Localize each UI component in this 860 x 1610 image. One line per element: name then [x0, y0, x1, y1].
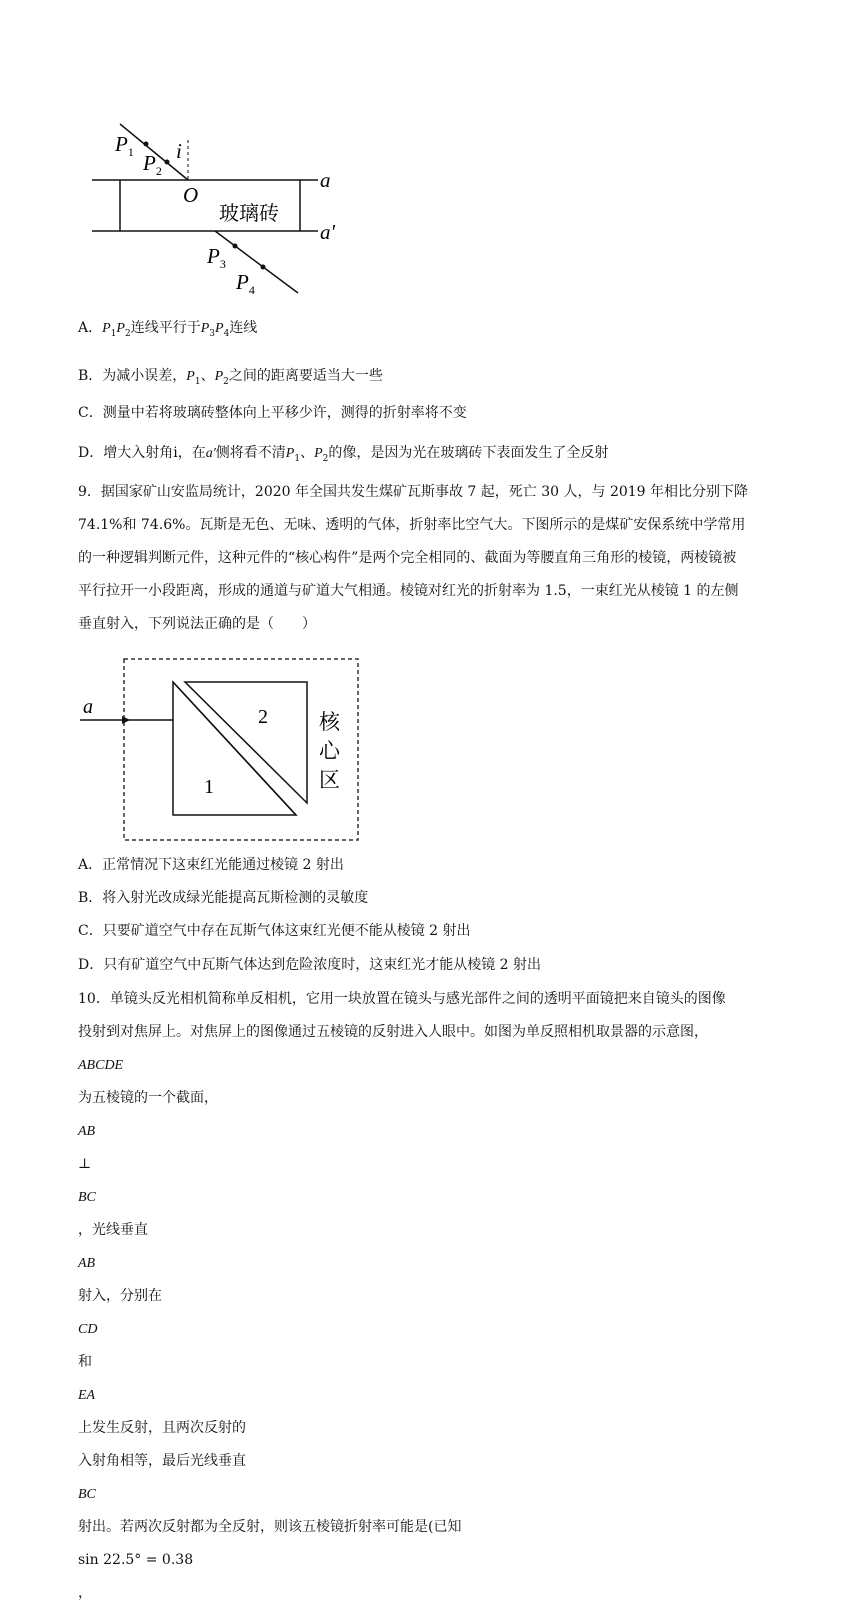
label-a-prime: a′ [320, 220, 336, 244]
q10-line-4: 入射角相等，最后光线垂直 BC 射出。若两次反射都为全反射，则该五棱镜折射率可能是(已知 sin 22.5° = 0.38 ， [78, 1453, 462, 1601]
label-p3: $P_3$ [207, 244, 226, 271]
q9-line: 74.1%和 74.6%。瓦斯是无色、无味、透明的气体，折射率比空气大。下图所示的是煤矿安保系统中学常用 [78, 517, 746, 533]
q9-line: 垂直射入，下列说法正确的是（ ） [78, 616, 316, 632]
q10-stem [78, 983, 788, 1610]
label-glass: 玻璃砖 [219, 201, 279, 225]
pin-p1 [144, 142, 149, 147]
q10-line-1: 10．单镜头反光相机简称单反相机，它用一块放置在镜头与感光部件之间的透明平面镜把来自镜头的图像 [78, 991, 726, 1007]
q9-option-d: D．只有矿道空气中瓦斯气体达到危险浓度时，这束红光才能从棱镜 2 射出 [78, 957, 542, 973]
label-core-1: 核 [319, 710, 340, 734]
label-a: a [320, 168, 331, 192]
q10-line-2: 投射到对焦屏上。对焦屏上的图像通过五棱镜的反射进入人眼中。如图为单反照相机取景器的示意图， [78, 1024, 708, 1040]
q8-option-a: A．$P_1P_2$连线平行于$P_3P_4$连线 [78, 320, 258, 339]
arrow-head-icon [122, 716, 130, 724]
label-a: a [83, 696, 93, 718]
q9-line: 的一种逻辑判断元件，这种元件的“核心构件”是两个完全相同的、截面为等腰直角三角形的棱镜，两棱镜被 [78, 550, 737, 566]
q9-line: 9．据国家矿山安监局统计，2020 年全国共发生煤矿瓦斯事故 7 起，死亡 30 人，与 2019 年相比分别下降 [78, 484, 749, 500]
q9-stem [78, 476, 788, 641]
q8-option-b: B．为减小误差，$P_1$、$P_2$之间的距离要适当大一些 [78, 368, 383, 387]
q8-option-d: D．增大入射角i，在a′侧将看不清$P_1$、$P_2$的像，是因为光在玻璃砖下表面发生了全反射 [78, 445, 609, 464]
label-p2: $P_2$ [143, 151, 162, 178]
label-core-2: 心 [319, 739, 340, 763]
q9-option-c: C．只要矿道空气中存在瓦斯气体这束红光便不能从棱镜 2 射出 [78, 923, 471, 939]
pin-p3 [233, 244, 238, 249]
q9-line: 平行拉开一小段距离，形成的通道与矿道大气相通。棱镜对红光的折射率为 1.5，一束红光从棱镜 1 的左侧 [78, 583, 739, 599]
q9-option-a: A．正常情况下这束红光能通过棱镜 2 射出 [78, 857, 344, 873]
q10-line-3: ABCDE 为五棱镜的一个截面， AB ⊥ BC ，光线垂直 AB 射入，分别在 CD 和 EA 上发生反射，且两次反射的 [78, 1058, 246, 1436]
glass-brick-figure [80, 110, 360, 300]
pin-p4 [261, 265, 266, 270]
q8-option-c: C．测量中若将玻璃砖整体向上平移少许，测得的折射率将不变 [78, 405, 467, 421]
label-core-3: 区 [319, 768, 340, 792]
label-p4: $P_4$ [236, 270, 255, 297]
label-prism-1: 1 [204, 776, 214, 798]
label-o: O [183, 183, 199, 207]
pin-p2 [165, 160, 170, 165]
prism-figure [78, 655, 368, 845]
label-prism-2: 2 [258, 706, 268, 728]
label-p1: $P_1$ [115, 132, 134, 159]
q9-option-b: B．将入射光改成绿光能提高瓦斯检测的灵敏度 [78, 890, 369, 906]
label-angle-i: i [176, 139, 182, 163]
